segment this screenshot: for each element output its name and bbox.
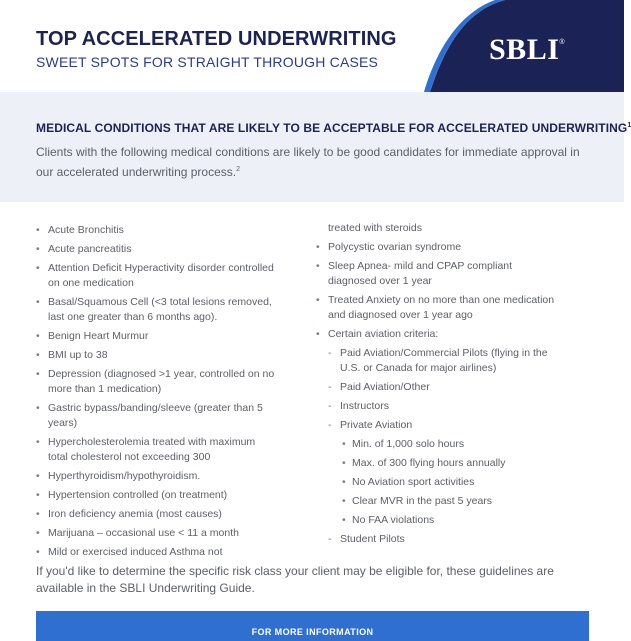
list-item: • Attention Deficit Hyperactivity disorder controlled on one medication bbox=[36, 261, 276, 291]
list-item: • Mild or exercised induced Asthma not bbox=[36, 545, 276, 560]
list-item: • Marijuana – occasional use < 11 a month bbox=[36, 526, 276, 541]
aviation-sub-item: - Instructors bbox=[316, 399, 556, 414]
list-item-continuation: treated with steroids bbox=[328, 222, 422, 234]
guide-note: If you'd like to determine the specific risk class your client may be eligible for, these guidelines are available in the SBLI Underwriting Guide. bbox=[36, 564, 554, 595]
list-item: • Hyperthyroidism/hypothyroidism. bbox=[36, 469, 276, 484]
list-item: • Hypertension controlled (on treatment) bbox=[36, 488, 276, 503]
section-heading: MEDICAL CONDITIONS THAT ARE LIKELY TO BE ACCEPTABLE FOR ACCELERATED UNDERWRITING$^1$ bbox=[36, 121, 631, 135]
list-item: • Certain aviation criteria: bbox=[316, 327, 556, 342]
aviation-sub-item: - Private Aviation bbox=[316, 418, 556, 433]
aviation-sub-item: - Paid Aviation/Commercial Pilots (flying in the U.S. or Canada for major airlines) bbox=[316, 346, 556, 376]
intro-text: Clients with the following medical conditions are likely to be good candidates for immediate approval in our accelerated underwriting process.$^2$ bbox=[36, 145, 580, 179]
list-item: • Iron deficiency anemia (most causes) bbox=[36, 507, 276, 522]
list-item: • Benign Heart Murmur bbox=[36, 329, 276, 344]
private-aviation-criterion: • No Aviation sport activities bbox=[316, 475, 556, 490]
list-item: • Gastric bypass/banding/sleeve (greater than 5 years) bbox=[36, 401, 276, 431]
conditions-list-left bbox=[36, 223, 276, 564]
aviation-sub-item: - Student Pilots bbox=[316, 532, 556, 547]
more-information-button[interactable]: FOR MORE INFORMATION bbox=[36, 611, 589, 641]
private-aviation-criterion: • Max. of 300 flying hours annually bbox=[316, 456, 556, 471]
page-subtitle: SWEET SPOTS FOR STRAIGHT THROUGH CASES bbox=[36, 54, 379, 70]
aviation-sub-item: - Paid Aviation/Other bbox=[316, 380, 556, 395]
private-aviation-criterion: • No FAA violations bbox=[316, 513, 556, 528]
list-item: • Sleep Apnea- mild and CPAP compliant diagnosed over 1 year bbox=[316, 259, 556, 289]
list-item: • Basal/Squamous Cell (<3 total lesions removed, last one greater than 6 months ago). bbox=[36, 295, 276, 325]
list-item: • Treated Anxiety on no more than one medication and diagnosed over 1 year ago bbox=[316, 293, 556, 323]
private-aviation-criterion: • Min. of 1,000 solo hours bbox=[316, 437, 556, 452]
list-item: • Polycystic ovarian syndrome bbox=[316, 240, 556, 255]
conditions-list-right bbox=[316, 221, 556, 551]
list-item: • BMI up to 38 bbox=[36, 348, 276, 363]
page-title: TOP ACCELERATED UNDERWRITING bbox=[36, 28, 397, 50]
footnote-ref-2: 2 bbox=[236, 166, 241, 173]
sbli-logo: SBLI® bbox=[489, 33, 566, 66]
list-item: • Acute Bronchitis bbox=[36, 223, 276, 238]
list-item: • Acute pancreatitis bbox=[36, 242, 276, 257]
header bbox=[0, 0, 624, 92]
list-item: • Depression (diagnosed >1 year, controlled on no more than 1 medication) bbox=[36, 367, 276, 397]
footnote-ref-1: 1 bbox=[627, 122, 631, 129]
list-item: • Hypercholesterolemia treated with maximum total cholesterol not exceeding 300 bbox=[36, 435, 276, 465]
private-aviation-criterion: • Clear MVR in the past 5 years bbox=[316, 494, 556, 509]
